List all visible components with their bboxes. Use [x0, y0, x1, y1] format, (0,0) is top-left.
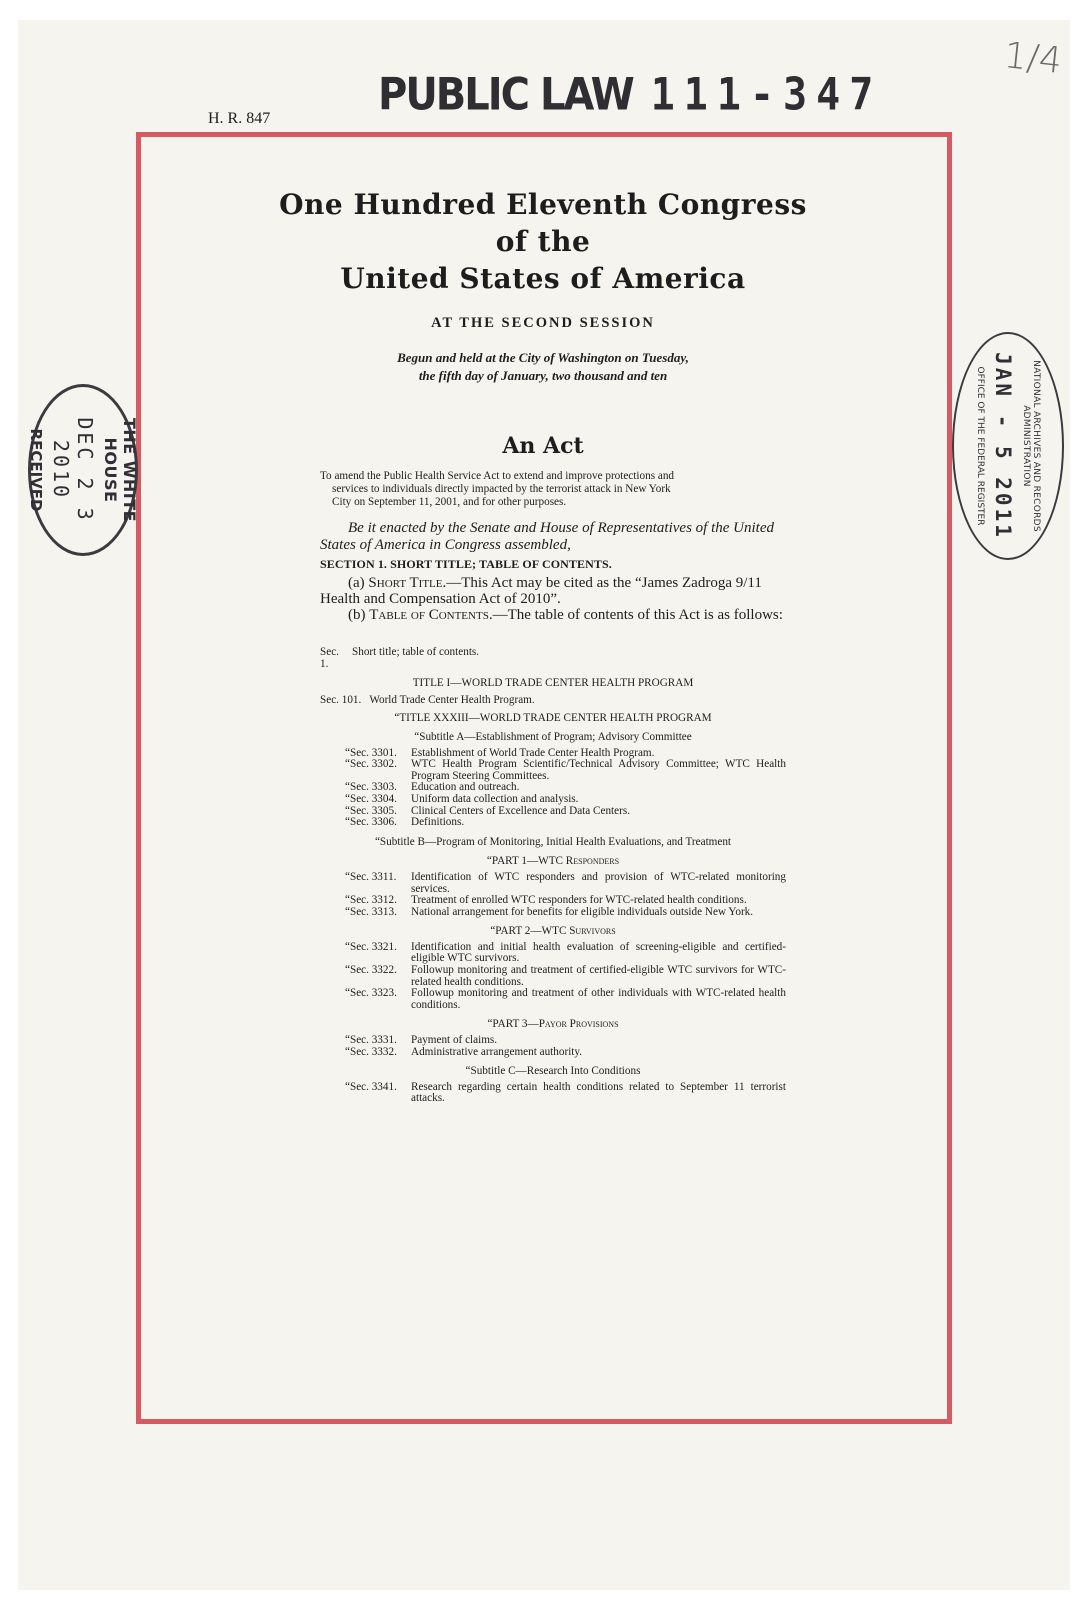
purpose-line2: services to individuals directly impacted by the terrorist attack in New York	[332, 483, 671, 495]
toc-entry-number: “Sec. 3301.	[345, 746, 397, 759]
toc-entry	[320, 817, 786, 829]
toc-title-33: “TITLE XXXIII—WORLD TRADE CENTER HEALTH PROGRAM	[394, 712, 712, 725]
congress-title-line3: United States of America	[340, 262, 746, 295]
session-heading: AT THE SECOND SESSION	[431, 315, 655, 331]
toc-entry: Sec. 101. World Trade Center Health Program.	[320, 693, 535, 706]
toc-entry-text: Treatment of enrolled WTC responders for WTC-related health conditions.	[411, 894, 747, 907]
toc-entry-number: “Sec. 3313.	[345, 905, 397, 918]
toc-subtitle-a: “Subtitle A—Establishment of Program; Advisory Committee	[414, 730, 692, 743]
toc-entry-text: Clinical Centers of Excellence and Data Centers.	[411, 804, 631, 817]
archives-stamp-date: JAN - 5 2011	[991, 352, 1015, 540]
toc-entry	[320, 965, 786, 988]
toc-entry-number: “Sec. 3305.	[345, 804, 397, 817]
toc-entry-number: “Sec. 3303.	[345, 781, 397, 794]
toc-entry	[320, 1082, 786, 1105]
toc-entry-number: “Sec. 3322.	[345, 964, 397, 977]
toc-entry-text: Administrative arrangement authority.	[411, 1045, 583, 1058]
begun-held-text	[150, 349, 936, 385]
toc-part-1: “PART 1—WTC Responders	[486, 855, 620, 868]
toc-entry-number: “Sec. 3341.	[345, 1080, 397, 1093]
toc-entry-number: “Sec. 3332.	[345, 1045, 397, 1058]
act-heading: An Act	[502, 433, 584, 459]
section-1-heading: SECTION 1. SHORT TITLE; TABLE OF CONTENTS.	[320, 557, 612, 571]
toc-subtitle-a-list	[320, 748, 786, 829]
toc-entry	[320, 895, 786, 907]
toc-subtitle-c-list	[320, 1082, 786, 1105]
bill-number: H. R. 847	[208, 110, 271, 127]
toc-entry-text: National arrangement for benefits for eligible individuals outside New York.	[411, 905, 754, 918]
archives-stamp-org: NATIONAL ARCHIVES AND RECORDS ADMINISTRATION	[1021, 360, 1041, 532]
toc-entry-text: Research regarding certain health conditions related to September 11 terrorist attacks.	[411, 1080, 786, 1105]
white-house-stamp-date: DEC 2 3 2010	[49, 417, 97, 523]
toc-entry-text: WTC Health Program Scientific/Technical Advisory Committee; WTC Health Program Steering Committees.	[411, 758, 786, 782]
toc-entry	[320, 1047, 786, 1059]
toc-entry-text: Followup monitoring and treatment of certified-eligible WTC survivors for WTC-related health conditions.	[411, 964, 786, 988]
toc-entry-text: Identification of WTC responders and provision of WTC-related monitoring services.	[411, 870, 786, 895]
para-b-caps: Table of Contents	[369, 607, 489, 623]
toc-entry	[320, 988, 786, 1011]
toc-entry-number: “Sec. 3304.	[345, 792, 397, 805]
toc-entry-number: “Sec. 3302.	[345, 758, 397, 771]
toc-entry: Sec. 1. Short title; table of contents.	[320, 646, 480, 670]
para-a-label: (a)	[348, 575, 369, 591]
toc-title-1: TITLE I—WORLD TRADE CENTER HEALTH PROGRAM	[412, 677, 694, 690]
public-law-label: PUBLIC LAW	[378, 69, 633, 121]
toc-entry-text: Establishment of World Trade Center Health Program.	[411, 746, 655, 759]
white-house-stamp-received: RECEIVED	[27, 428, 45, 512]
congress-title-line1: One Hundred Eleventh Congress	[279, 188, 807, 221]
handwritten-page-mark: 1/4	[1002, 35, 1064, 82]
white-house-stamp-title: THE WHITE HOUSE	[101, 417, 139, 523]
congress-title-line2: of the	[495, 225, 591, 258]
toc-part-2-list	[320, 942, 786, 1012]
toc-entry-number: “Sec. 3321.	[345, 940, 397, 953]
toc-entry	[320, 872, 786, 895]
toc-entry-text: Identification and initial health evaluation of screening-eligible and certified-eligible WTC survivors.	[411, 940, 786, 965]
toc-entry	[320, 1035, 786, 1047]
begun-line1: Begun and held at the City of Washington on Tuesday,	[397, 350, 689, 365]
toc-entry-text: Education and outreach.	[411, 781, 520, 794]
toc-entry-number: “Sec. 3312.	[345, 894, 397, 907]
para-a-caps: Short Title	[368, 575, 443, 591]
national-archives-stamp	[952, 332, 1064, 560]
purpose-statement	[320, 470, 786, 509]
toc-part-3-list	[320, 1035, 786, 1058]
toc-part-2: “PART 2—WTC Survivors	[490, 925, 616, 938]
toc-entry	[320, 759, 786, 782]
para-b-label: (b)	[348, 607, 370, 623]
toc-entry-number: “Sec. 3323.	[345, 987, 397, 1000]
toc-part-3: “PART 3—Payor Provisions	[487, 1018, 619, 1031]
toc-entry-text: Uniform data collection and analysis.	[411, 792, 579, 805]
toc-entry	[320, 907, 786, 919]
para-a-text: .—This Act may be cited as the “James Zadroga 9/11 Health and Compensation Act of 2010”.	[320, 575, 762, 607]
begun-line2: the fifth day of January, two thousand and ten	[418, 368, 668, 383]
toc-entry	[320, 942, 786, 965]
public-law-number: 111-347	[650, 69, 883, 121]
toc-entry-number: “Sec. 3311.	[345, 870, 397, 883]
enacting-clause: Be it enacted by the Senate and House of Representatives of the United States of America in Congress assembled,	[320, 520, 774, 553]
purpose-line1: To amend the Public Health Service Act to extend and improve protections and	[320, 470, 675, 482]
toc-entry-text: Definitions.	[411, 816, 465, 829]
white-house-received-stamp	[28, 384, 138, 556]
toc-entry-number: “Sec. 3306.	[345, 816, 397, 829]
toc-subtitle-b: “Subtitle B—Program of Monitoring, Initial Health Evaluations, and Treatment	[374, 835, 732, 848]
purpose-line3: City on September 11, 2001, and for other purposes.	[332, 496, 567, 508]
table-of-contents	[320, 647, 786, 1105]
toc-entry-text: Payment of claims.	[411, 1034, 498, 1047]
public-law-stamp	[378, 69, 882, 121]
congress-title	[150, 186, 936, 297]
toc-part-1-list	[320, 872, 786, 918]
toc-entry	[320, 794, 786, 806]
paragraph-short-title	[320, 575, 786, 607]
toc-entry-number: “Sec. 3331.	[345, 1034, 397, 1047]
paragraph-table-of-contents	[320, 607, 786, 623]
archives-stamp-office: OFFICE OF THE FEDERAL REGISTER	[975, 366, 985, 526]
toc-subtitle-c: “Subtitle C—Research Into Conditions	[465, 1065, 641, 1078]
toc-entry-text: Followup monitoring and treatment of other individuals with WTC-related health conditions.	[411, 987, 786, 1011]
para-b-text: .—The table of contents of this Act is as follows:	[488, 607, 783, 623]
